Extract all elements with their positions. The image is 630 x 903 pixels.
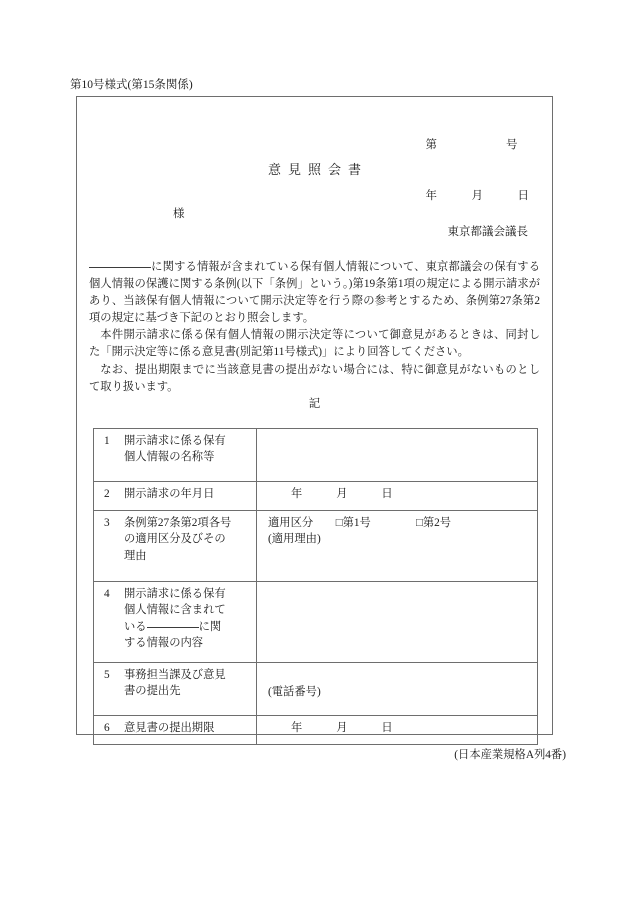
row-value-2[interactable]: 年 月 日 (257, 482, 538, 511)
row-value-5[interactable] (257, 663, 538, 716)
form-frame (76, 96, 553, 735)
paper-size-note: (日本産業規格A列4番) (454, 749, 566, 761)
row4-blank-underline (147, 627, 199, 628)
row-label-text-2: 開示請求の年月日 (124, 488, 215, 500)
row-label-1 (94, 429, 257, 482)
row-label-text-3: 条例第27条第2項各号の適用区分及びその理由 (124, 517, 232, 562)
table-row (94, 663, 538, 716)
table-row (94, 482, 538, 511)
ki-marker: 記 (308, 398, 321, 410)
body-paragraph-1-text: に関する情報が含まれている保有個人情報について、東京都議会の保有する個人情報の保護に関する条例(以下「条例」という。)第19条第1項の規定による開示請求があり、当該保有個人情報について開示決定等を行う際の参考とするため、条例第27条第2項の規定に基づき下記のとおり照会します。 (89, 261, 540, 325)
application-reason-label: (適用理由) (268, 533, 321, 546)
subject-blank-underline (89, 267, 151, 268)
page-title: 意見照会書 (267, 162, 368, 177)
body-paragraph-1 (89, 259, 540, 327)
inquiry-table (93, 428, 538, 745)
row-value-6[interactable]: 年 月 日 (257, 716, 538, 745)
body-paragraph-2: 本件開示請求に係る保有個人情報の開示決定等について御意見があるときは、同封した「開示決定等に係る意見書(別記第11号様式)」により回答してください。 (89, 329, 540, 359)
table-row (94, 582, 538, 663)
phone-number-label: (電話番号) (268, 686, 321, 698)
table-row (94, 511, 538, 582)
row-number-6: 6 (104, 722, 110, 734)
row-label-5 (94, 663, 257, 716)
row-label-text-4-part2: に関する情報の内容 (124, 620, 222, 650)
row-label-6 (94, 716, 257, 745)
row-number-4: 4 (104, 588, 110, 600)
row-label-text-5: 事務担当課及び意見書の提出先 (124, 669, 226, 698)
row-number-3: 3 (104, 517, 110, 529)
table-row (94, 716, 538, 745)
row-label-text-6: 意見書の提出期限 (124, 722, 215, 734)
row-number-1: 1 (104, 435, 110, 447)
row-label-3 (94, 511, 257, 582)
addressee-honorific: 様 (173, 208, 185, 220)
body-paragraph-3: なお、提出期限までに当該意見書の提出がない場合には、特に御意見がないものとして取り扱います。 (89, 363, 540, 393)
row-number-2: 2 (104, 488, 110, 500)
body-text-block (89, 259, 540, 396)
document-number-line: 第 号 (425, 139, 518, 151)
row-label-4 (94, 582, 257, 663)
row-value-4[interactable] (257, 582, 538, 663)
row-number-5: 5 (104, 669, 110, 681)
row-label-text-4-part1: 開示請求に係る保有個人情報に含まれている (124, 588, 226, 633)
issuer-name: 東京都議会議長 (447, 226, 528, 238)
row-label-text-1: 開示請求に係る保有個人情報の名称等 (124, 435, 226, 464)
application-category-line[interactable]: 適用区分 □第1号 □第2号 (268, 517, 452, 529)
form-number-label: 第10号様式(第15条関係) (70, 79, 193, 91)
table-row (94, 429, 538, 482)
document-date-line: 年 月 日 (425, 190, 529, 202)
row-label-2 (94, 482, 257, 511)
row-value-1[interactable] (257, 429, 538, 482)
row-value-3[interactable] (257, 511, 538, 582)
row-label-text-4 (124, 586, 232, 652)
